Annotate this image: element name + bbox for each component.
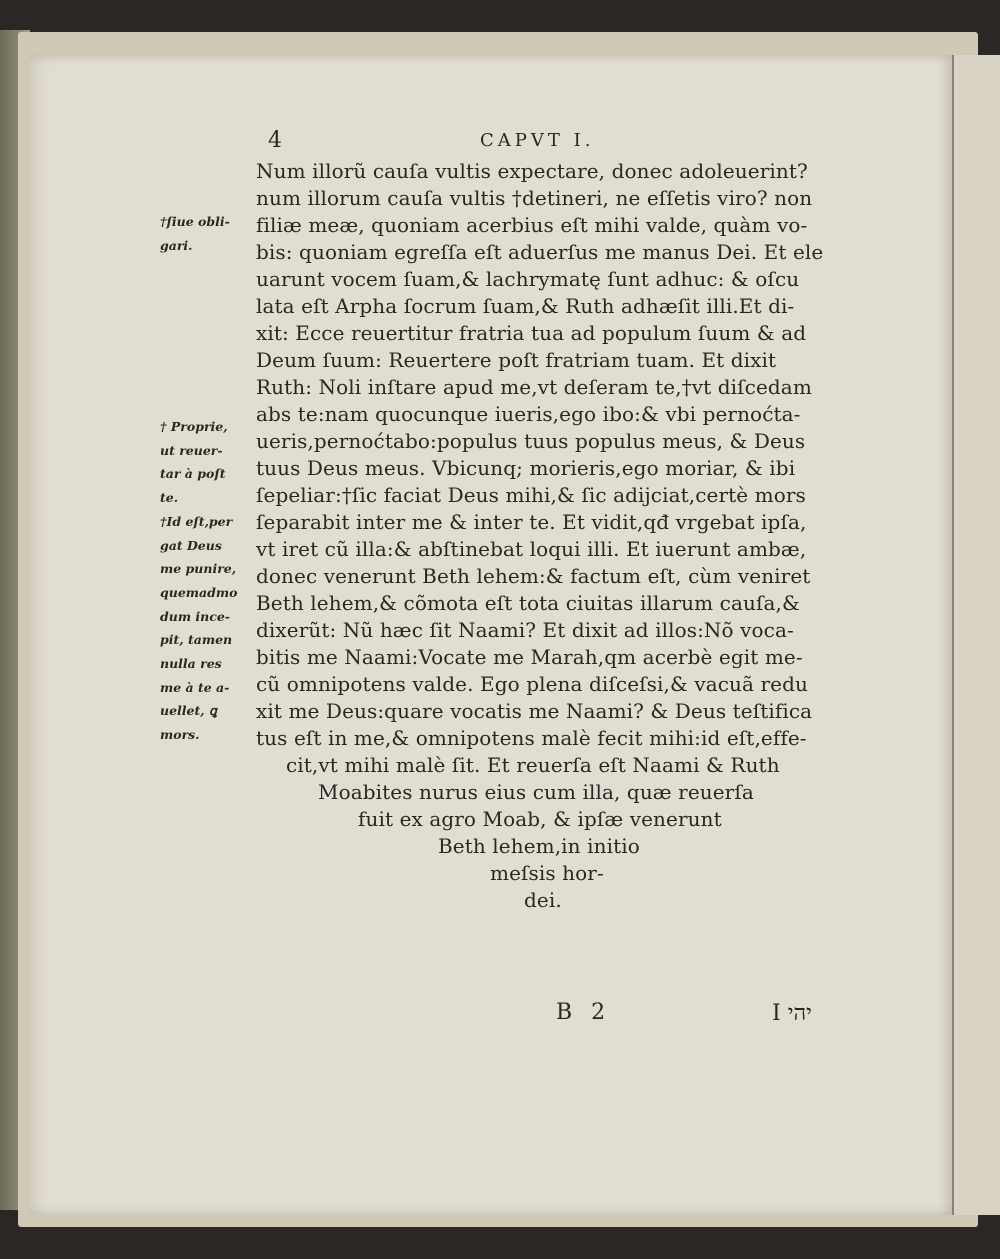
marginal-note-line: me punire, [160, 561, 237, 577]
text-line: Moabites nurus eius cum illa, quæ reuerſa [318, 780, 754, 804]
text-line: xit: Ecce reuertitur fratria tua ad populum ſuum & ad [256, 321, 807, 345]
marginal-note-line: te. [160, 490, 179, 506]
text-line: filiæ meæ, quoniam acerbius eſt mihi valde, quàm vo- [256, 213, 808, 237]
marginal-note-line: † Proprie, [160, 419, 228, 434]
text-line: bis: quoniam egreſſa eſt aduerſus me manus Dei. Et ele [256, 240, 824, 264]
text-line: cit,vt mihi malè ſit. Et reuerſa eſt Naami & Ruth [286, 753, 780, 777]
text-line: Ruth: Noli inſtare apud me,vt deſeram te,†vt diſcedam [256, 375, 812, 399]
page-header [0, 128, 1000, 152]
text-line: ſeparabit inter me & inter te. Et vidit,qđ vrgebat ipſa, [256, 510, 807, 534]
marginal-note-line: quemadmo [160, 584, 238, 600]
marginal-note-line: me à te a- [160, 679, 230, 695]
marginal-note [160, 415, 252, 747]
text-line: tus eſt in me,& omnipotens malè fecit mihi:id eſt,effe- [256, 726, 807, 750]
text-line: ueris,pernoćtabo:populus tuus populus meus, & Deus [256, 429, 806, 453]
text-line: xit me Deus:quare vocatis me Naami? & Deus teſtifica [256, 699, 813, 723]
marginal-note-line: gari. [160, 237, 193, 253]
running-head: CAPVT I. [480, 130, 595, 151]
marginal-note [160, 210, 252, 257]
text-line: uarunt vocem ſuam,& lachrymatę ſunt adhuc: & oſcu [256, 267, 800, 291]
page-footer [0, 1000, 1000, 1030]
marginal-note-line: pit, tamen [160, 632, 233, 648]
text-line: dixerũt: Nũ hæc ſit Naami? Et dixit ad illos:Nõ voca- [256, 618, 794, 642]
marginal-note-line: mors. [160, 727, 200, 743]
text-line: Beth lehem,in initio [438, 834, 640, 858]
text-line: dei. [524, 888, 562, 912]
text-line: tuus Deus meus. Vbicunq; morieris,ego moriar, & ibi [256, 456, 796, 480]
marginal-note-line: gat Deus [160, 537, 222, 553]
marginal-note-line: nulla res [160, 656, 222, 672]
text-line: num illorum cauſa vultis †detineri, ne eſſetis viro? non [256, 186, 813, 210]
text-line: meſsis hor- [490, 861, 604, 885]
text-line: vt iret cũ illa:& abſtinebat loqui illi. Et iuerunt ambæ, [256, 537, 807, 561]
text-line: bitis me Naami:Vocate me Marah,qm acerbè egit me- [256, 645, 803, 669]
marginal-note-line: tar à poſt [160, 466, 226, 482]
signature-mark: B 2 [556, 1000, 612, 1025]
marginal-note-line: ut reuer- [160, 442, 223, 458]
facing-page-edge [952, 55, 1000, 1215]
text-line: lata eſt Arpha ſocrum ſuam,& Ruth adhæſit illi.Et di- [256, 294, 795, 318]
marginal-note-line: †ſiue obli- [160, 214, 230, 229]
marginal-note-line: dum ince- [160, 608, 230, 624]
marginal-note-line: †Id eſt,per [160, 513, 233, 529]
text-line: cũ omnipotens valde. Ego plena diſceſsi,& vacuã redu [256, 672, 808, 696]
page-number: 4 [268, 128, 283, 153]
marginal-note-line: uellet, ꝗ [160, 703, 217, 719]
text-line: ſepeliar:†ſic faciat Deus mihi,& ſic adijciat,certè mors [256, 483, 806, 507]
text-line: Num illorũ cauſa vultis expectare, donec adoleuerint? [256, 159, 808, 183]
text-line: donec venerunt Beth lehem:& factum eſt, cùm veniret [256, 564, 811, 588]
text-line: fuit ex agro Moab, & ipſæ venerunt [358, 807, 722, 831]
text-line: abs te:nam quocunque iueris,ego ibo:& vbi pernoćta- [256, 402, 801, 426]
text-line: Beth lehem,& cõmota eſt tota ciuitas illarum cauſa,& [256, 591, 800, 615]
text-line: Deum ſuum: Reuertere poſt fratriam tuam. Et dixit [256, 348, 777, 372]
catchword: I יהי [772, 1001, 812, 1026]
